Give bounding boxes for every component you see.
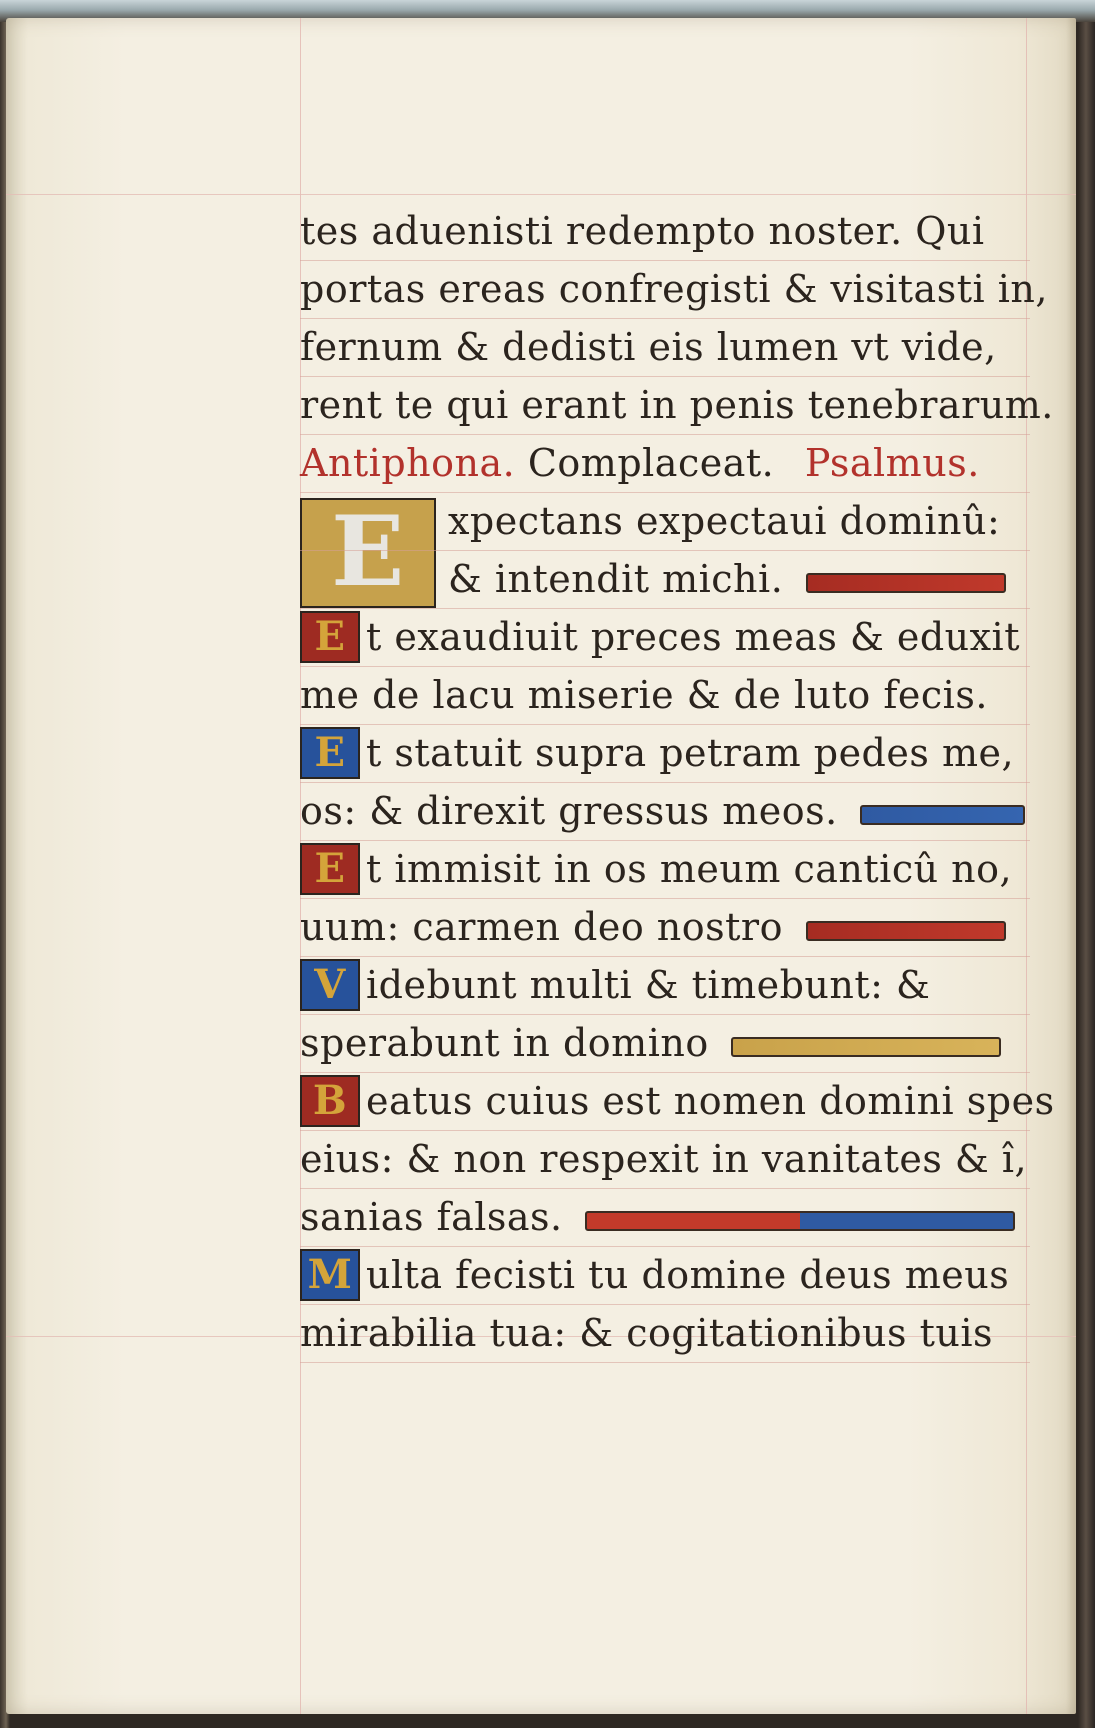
verse-line [300,1073,1055,1131]
text-line: portas ereas confregisti & visitasti in, [300,261,1030,319]
verse-text: ulta fecisti tu domine deus meus [366,1253,1010,1297]
verse-line [300,609,1030,667]
line-filler [806,921,1006,941]
text-line: mirabilia tua: & cogitationibus tuis [300,1305,1030,1363]
text-line: fernum & dedisti eis lumen vt vide, [300,319,1030,377]
text-line [300,1189,1030,1247]
verse-text: t statuit supra petram pedes me, [366,731,1015,775]
verse-initial: B [300,1075,360,1127]
illuminated-initial-e: E [300,498,436,608]
verse-text: t exaudiuit preces meas & eduxit [366,615,1020,659]
verse-initial: M [300,1249,360,1301]
text-line: rent te qui erant in penis tenebrarum. [300,377,1030,435]
verse-initial: E [300,727,360,779]
verse-line [300,1247,1030,1305]
text-line [300,1015,1030,1073]
text-line-content: sanias falsas. [300,1195,563,1239]
text-block [300,203,1055,1363]
line-filler [585,1211,1015,1231]
text-line [300,783,1030,841]
text-line: xpectans expectaui dominû: [300,493,1030,551]
line-filler [860,805,1025,825]
text-line: me de lacu miserie & de luto fecis. [300,667,1030,725]
verse-initial: E [300,843,360,895]
verse-line [300,957,1030,1015]
rubric-psalmus: Psalmus. [804,441,980,485]
line-filler [731,1037,1001,1057]
verse-text: t immisit in os meum canticû no, [366,847,1013,891]
ruling-top [6,194,1076,195]
text-line-content: os: & direxit gressus meos. [300,789,838,833]
text-line: tes aduenisti redempto noster. Qui [300,203,1030,261]
text-line [300,899,1030,957]
rubric-antiphona: Antiphona. [300,441,516,485]
text-line-content: sperabunt in domino [300,1021,709,1065]
text-line: eius: & non respexit in vanitates & î, [300,1131,1030,1189]
text-line-content: uum: carmen deo nostro [300,905,783,949]
verse-line [300,725,1030,783]
text-line-content: & intendit michi. [448,557,784,601]
big-initial-block [300,493,1030,609]
verse-text: eatus cuius est nomen domini spes [366,1079,1055,1123]
verse-initial: V [300,959,360,1011]
verse-initial: E [300,611,360,663]
text-line [300,551,1030,609]
rubric-line [300,435,1030,493]
verse-line [300,841,1030,899]
rubric-incipit: Complaceat. [527,441,775,485]
line-filler [806,573,1006,593]
verse-text: idebunt multi & timebunt: & [366,963,931,1007]
